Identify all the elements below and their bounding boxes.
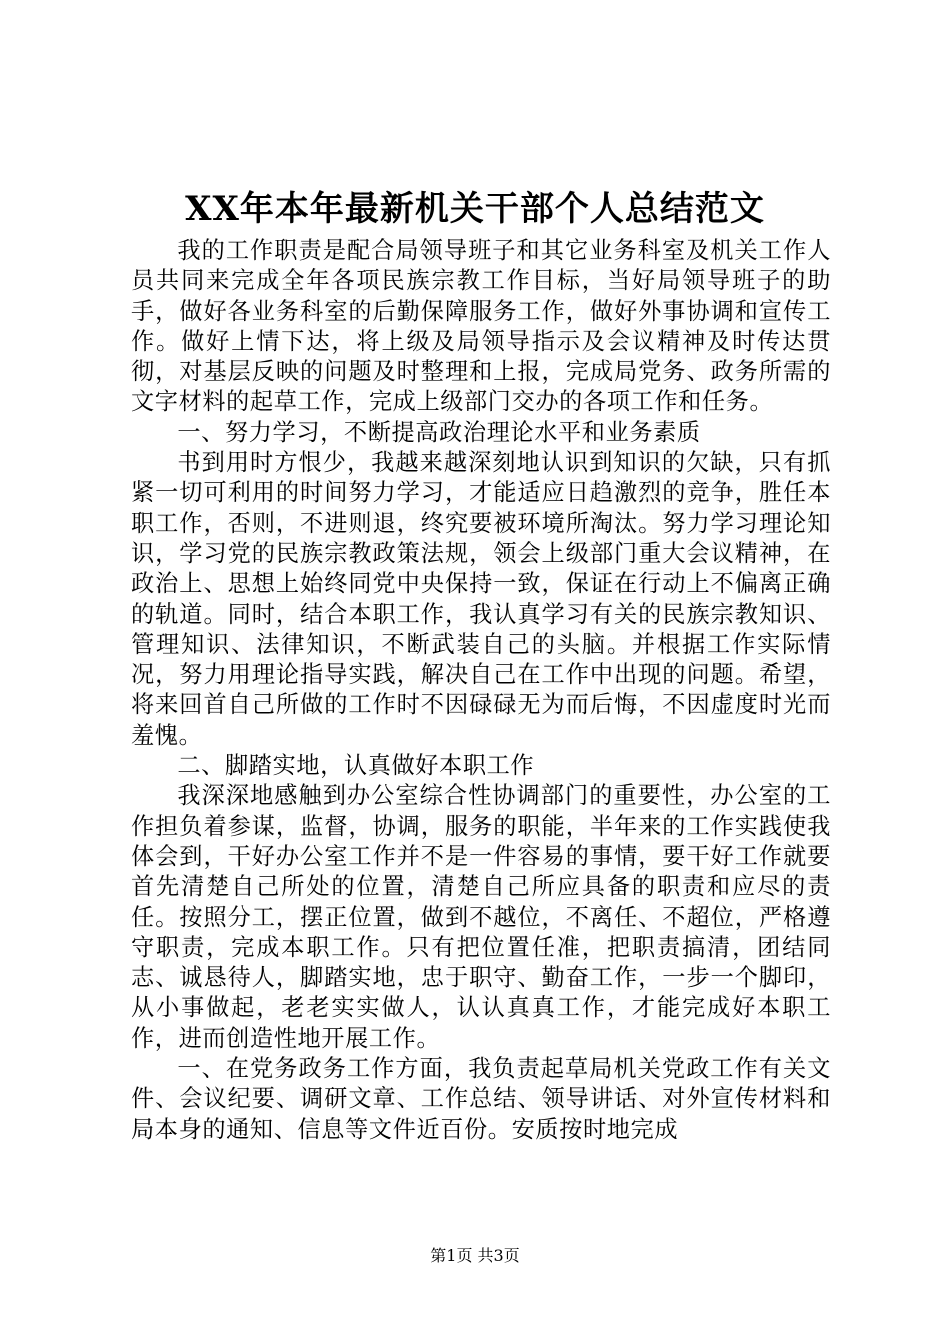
section-heading-study: 一、努力学习，不断提高政治理论水平和业务素质 bbox=[177, 418, 701, 446]
document-body bbox=[131, 236, 831, 1145]
paragraph-party-affairs: 一、在党务政务工作方面，我负责起草局机关党政工作有关文件、会议纪要、调研文章、工作总结、领导讲话、对外宣传材料和局本身的通知、信息等文件近百份。安质按时地完成 bbox=[131, 1055, 831, 1143]
section-heading-work: 二、脚踏实地，认真做好本职工作 bbox=[177, 752, 535, 780]
document-title: XX年本年最新机关干部个人总结范文 bbox=[185, 189, 765, 229]
paragraph-work: 我深深地感触到办公室综合性协调部门的重要性，办公室的工作担负着参谋，监督，协调，服务的职能，半年来的工作实践使我体会到，干好办公室工作并不是一件容易的事情，要干好工作就要首先清楚自己所处的位置，清楚自己所应具备的职责和应尽的责任。按照分工，摆正位置，做到不越位，不离任、不超位，严格遵守职责，完成本职工作。只有把位置任准，把职责搞清，团结同志、诚恳待人，脚踏实地，忠于职守、勤奋工作，一步一个脚印，从小事做起，老老实实做人，认认真真工作，才能完成好本职工作，进而创造性地开展工作。 bbox=[131, 782, 831, 1052]
page-number-footer: 第1页 共3页 bbox=[430, 1246, 520, 1265]
paragraph-study: 书到用时方恨少，我越来越深刻地认识到知识的欠缺，只有抓紧一切可利用的时间努力学习，才能适应日趋激烈的竞争，胜任本职工作，否则，不进则退，终究要被环境所淘汰。努力学习理论知识，学习党的民族宗教政策法规，领会上级部门重大会议精神，在政治上、思想上始终同党中央保持一致，保证在行动上不偏离正确的轨道。同时，结合本职工作，我认真学习有关的民族宗教知识、管理知识、法律知识，不断武装自己的头脑。并根据工作实际情况，努力用理论指导实践，解决自己在工作中出现的问题。希望，将来回首自己所做的工作时不因碌碌无为而后悔，不因虚度时光而羞愧。 bbox=[131, 449, 831, 749]
paragraph-intro: 我的工作职责是配合局领导班子和其它业务科室及机关工作人员共同来完成全年各项民族宗教工作目标，当好局领导班子的助手，做好各业务科室的后勤保障服务工作，做好外事协调和宣传工作。做好上情下达，将上级及局领导指示及会议精神及时传达贯彻，对基层反映的问题及时整理和上报，完成局党务、政务所需的文字材料的起草工作，完成上级部门交办的各项工作和任务。 bbox=[131, 237, 831, 416]
